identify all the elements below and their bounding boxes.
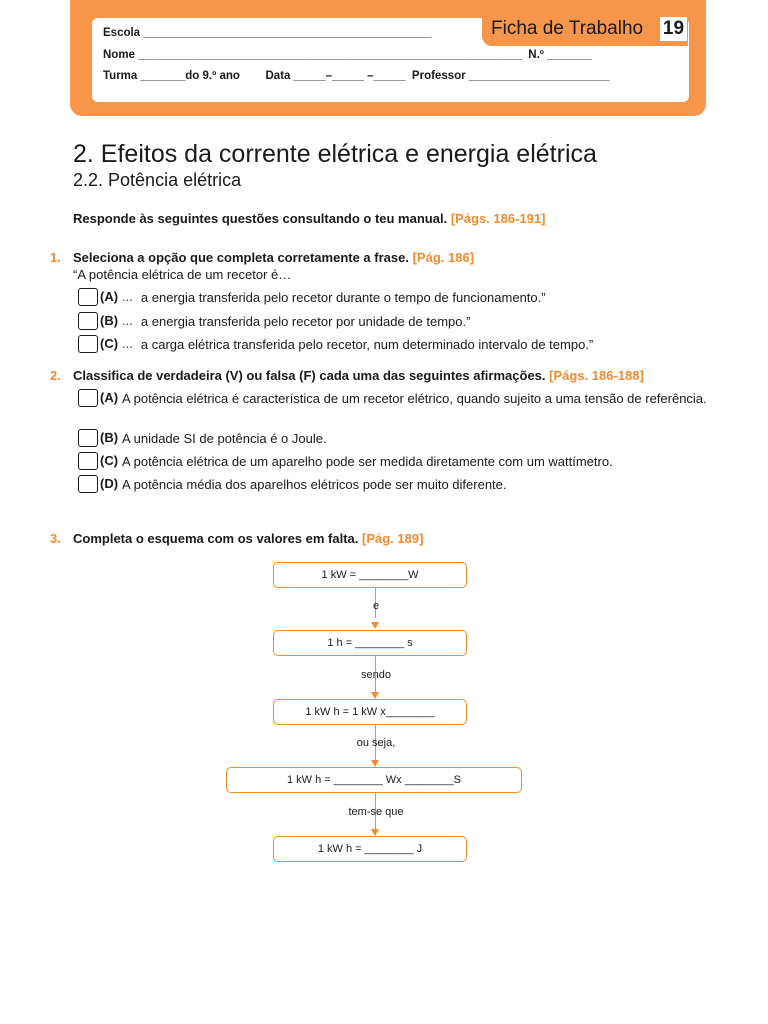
checkbox[interactable] xyxy=(78,389,98,407)
class-date-teacher-fields[interactable]: Turma _______do 9.º ano Data _____–_____ –_____ Professor ______________________ xyxy=(103,70,610,82)
checkbox[interactable] xyxy=(78,429,98,447)
instruction-ref: [Págs. 186-191] xyxy=(450,211,546,226)
q2-prompt: Classifica de verdadeira (V) ou falsa (F) cada uma das seguintes afirmações. xyxy=(73,368,546,383)
sheet-number: 19 xyxy=(660,17,687,41)
q1-ref: [Pág. 186] xyxy=(412,250,475,265)
arrowhead-icon xyxy=(371,829,379,836)
option-ellipsis: ... xyxy=(122,289,133,304)
section-title: 2.2. Potência elétrica xyxy=(73,170,242,190)
option-text: A potência média dos aparelhos elétricos pode ser muito diferente. xyxy=(122,477,507,492)
option-text: A unidade SI de potência é o Joule. xyxy=(122,431,327,446)
flow-box-hour[interactable]: 1 h = ________ s xyxy=(273,630,467,656)
q2-ref: [Págs. 186-188] xyxy=(549,368,644,383)
q2-option-a[interactable] xyxy=(78,390,718,407)
instruction xyxy=(73,211,545,226)
option-text: a energia transferida pelo recetor durante o tempo de funcionamento.” xyxy=(140,290,546,305)
name-field[interactable]: Nome ____________________________________________________________ N.º _______ xyxy=(103,49,592,61)
q3-text xyxy=(73,531,423,546)
q1-option-b[interactable] xyxy=(78,313,718,330)
flow-connector: e xyxy=(372,600,380,612)
q2-option-b[interactable] xyxy=(78,430,718,447)
flow-box-kwh-ws[interactable]: 1 kW h = ________ Wx ________S xyxy=(226,767,522,793)
flow-connector: sendo xyxy=(361,669,391,681)
flow-box-kw[interactable]: 1 kW = ________W xyxy=(273,562,467,588)
flow-box-kwh-j[interactable]: 1 kW h = ________ J xyxy=(273,836,467,862)
checkbox[interactable] xyxy=(78,475,98,493)
q1-text xyxy=(73,250,474,265)
q1-prompt: Seleciona a opção que completa corretamente a frase. xyxy=(73,250,409,265)
school-field[interactable]: Escola _____________________________________________ xyxy=(103,27,432,39)
option-label: (C) xyxy=(100,336,119,351)
flow-connector: tem-se que xyxy=(348,806,404,818)
q2-option-d[interactable] xyxy=(78,476,718,493)
option-label: (A) xyxy=(100,390,119,405)
page-title: 2. Efeitos da corrente elétrica e energia elétrica xyxy=(73,140,597,168)
option-label: (A) xyxy=(100,289,119,304)
q2-option-c[interactable] xyxy=(78,453,718,470)
checkbox[interactable] xyxy=(78,288,98,306)
option-label: (C) xyxy=(100,453,119,468)
option-label: (B) xyxy=(100,430,119,445)
q3-ref: [Pág. 189] xyxy=(362,531,424,546)
sheet-title: Ficha de Trabalho xyxy=(491,18,644,39)
q1-quote: “A potência elétrica de um recetor é… xyxy=(73,267,292,282)
checkbox[interactable] xyxy=(78,312,98,330)
q1-option-a[interactable] xyxy=(78,289,718,306)
option-label: (D) xyxy=(100,476,119,491)
checkbox[interactable] xyxy=(78,335,98,353)
arrowhead-icon xyxy=(371,760,379,767)
option-ellipsis: ... xyxy=(122,336,133,351)
option-text: a energia transferida pelo recetor por unidade de tempo.” xyxy=(140,314,471,329)
flow-connector: ou seja, xyxy=(356,737,396,749)
arrowhead-icon xyxy=(371,692,379,699)
arrowhead-icon xyxy=(371,622,379,629)
option-label: (B) xyxy=(100,313,119,328)
q2-text xyxy=(73,368,644,383)
option-text: A potência elétrica é característica de um recetor elétrico, quando sujeito a uma tensão de referência. xyxy=(122,391,707,406)
q3-prompt: Completa o esquema com os valores em falta. xyxy=(73,531,359,546)
q3-number: 3. xyxy=(50,531,61,546)
instruction-text: Responde às seguintes questões consultando o teu manual. xyxy=(73,211,448,226)
option-ellipsis: ... xyxy=(122,313,133,328)
flow-box-kwh-kw[interactable]: 1 kW h = 1 kW x________ xyxy=(273,699,467,725)
checkbox[interactable] xyxy=(78,452,98,470)
q1-number: 1. xyxy=(50,250,61,265)
option-text: A potência elétrica de um aparelho pode ser medida diretamente com um wattímetro. xyxy=(122,454,613,469)
q1-option-c[interactable] xyxy=(78,336,718,353)
q2-number: 2. xyxy=(50,368,61,383)
option-text: a carga elétrica transferida pelo recetor, num determinado intervalo de tempo.” xyxy=(140,337,594,352)
